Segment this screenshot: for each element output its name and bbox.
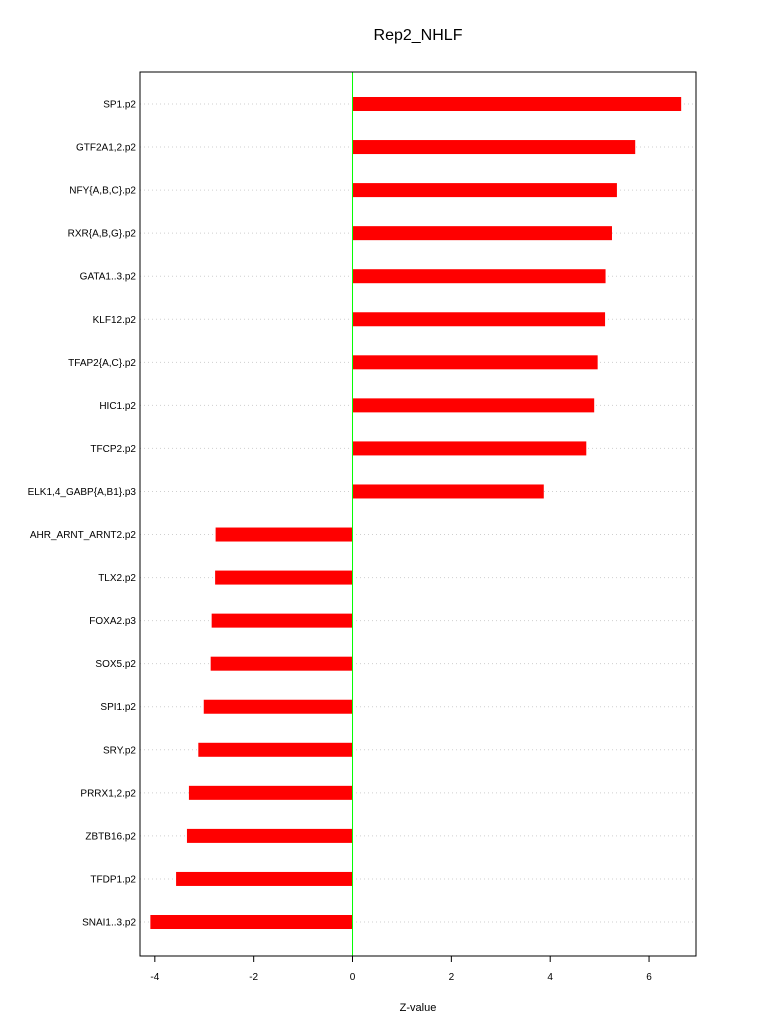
plot-frame — [140, 72, 696, 956]
bar — [353, 226, 612, 240]
bar — [212, 614, 353, 628]
category-label: GATA1..3.p2 — [79, 271, 136, 283]
bar — [353, 441, 587, 455]
x-tick-label: 6 — [646, 972, 652, 983]
category-label: RXR{A,B,G}.p2 — [67, 228, 136, 240]
x-tick-label: 0 — [349, 972, 356, 983]
category-label: TFDP1.p2 — [90, 874, 136, 886]
bar — [204, 700, 353, 714]
category-labels — [28, 100, 137, 929]
category-label: GTF2A1,2.p2 — [75, 142, 136, 154]
category-label: TFAP2{A,C}.p2 — [68, 357, 136, 369]
category-label: KLF12.p2 — [92, 314, 136, 326]
bar — [353, 97, 682, 111]
bars — [150, 97, 681, 929]
category-label: TLX2.p2 — [98, 573, 136, 585]
x-axis — [150, 956, 652, 983]
category-label: SP1.p2 — [103, 99, 136, 111]
category-label: SRY.p2 — [103, 745, 136, 757]
bar — [211, 657, 353, 671]
bar — [353, 140, 636, 154]
category-label: TFCP2.p2 — [90, 443, 136, 455]
category-label: AHR_ARNT_ARNT2.p2 — [29, 530, 136, 542]
bar — [353, 355, 598, 369]
category-label: ZBTB16.p2 — [85, 831, 136, 843]
x-tick-label: -2 — [249, 972, 259, 983]
bar — [216, 528, 353, 542]
bar — [353, 269, 606, 283]
category-label: SPI1.p2 — [100, 702, 136, 714]
bar — [353, 484, 544, 498]
x-axis-title: Z-value — [399, 1002, 437, 1014]
category-label: HIC1.p2 — [99, 400, 136, 412]
bar — [187, 829, 353, 843]
bar — [189, 786, 353, 800]
bar — [353, 183, 617, 197]
category-label: ELK1,4_GABP{A,B1}.p3 — [27, 486, 136, 498]
x-tick-label: -4 — [150, 972, 160, 983]
x-tick-label: 2 — [448, 972, 455, 983]
bar — [150, 915, 352, 929]
bar — [353, 312, 606, 326]
category-label: SNAI1..3.p2 — [82, 917, 136, 929]
category-label: FOXA2.p3 — [89, 616, 136, 628]
bar — [353, 398, 595, 412]
bar — [176, 872, 352, 886]
chart-title: Rep2_NHLF — [373, 27, 463, 44]
x-tick-label: 4 — [547, 972, 553, 983]
category-label: PRRX1,2.p2 — [80, 788, 136, 800]
category-label: SOX5.p2 — [95, 659, 136, 671]
category-label: NFY{A,B,C}.p2 — [69, 185, 136, 197]
bar — [198, 743, 352, 757]
bar — [215, 571, 352, 585]
